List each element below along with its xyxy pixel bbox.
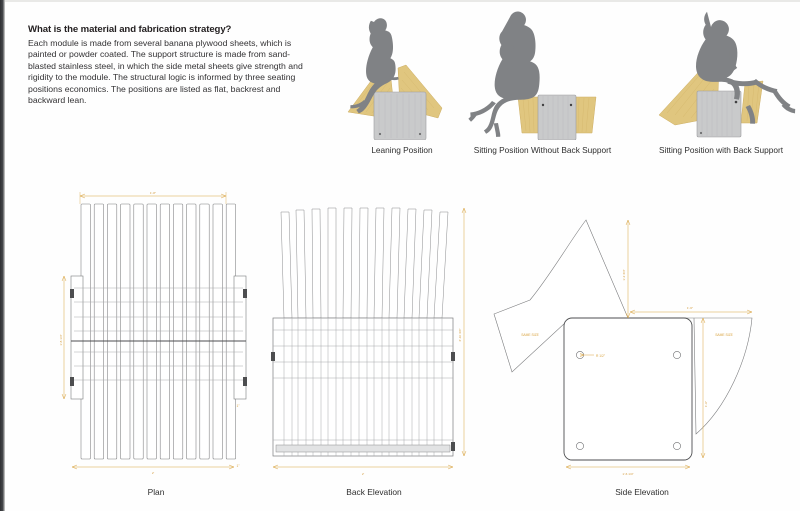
dim-side-vertical-right: 1'-6" xyxy=(704,400,708,408)
back-elevation-frame xyxy=(273,318,453,456)
dim-side-bottom: 1'-6 1/4" xyxy=(622,472,634,476)
drawing-title-plan: Plan xyxy=(147,487,165,497)
back-elevation-base-rail xyxy=(276,445,450,452)
dimension-vertical-top xyxy=(626,220,630,318)
side-metal-plate xyxy=(564,318,692,460)
plywood-wing-right-icon xyxy=(574,97,596,133)
scene-caption-sitting-no-back: Sitting Position Without Back Support xyxy=(473,145,612,155)
dim-plan-left: 1'-8 1/4" xyxy=(59,334,63,346)
drawing-title-side-elevation: Side Elevation xyxy=(615,487,669,497)
plywood-wing-left-icon xyxy=(518,97,540,133)
dim-side-horizontal-top: 1'-6" xyxy=(686,306,694,310)
dim-plan-right-lower: 1" xyxy=(236,464,240,468)
drawing-side-elevation xyxy=(490,190,775,497)
dim-back-bottom: 2' xyxy=(361,472,365,476)
metal-plate-icon xyxy=(374,92,426,140)
sheet-left-edge xyxy=(0,0,5,511)
description-heading: What is the material and fabrication strategy? xyxy=(28,24,232,35)
scene-caption-sitting-with-back: Sitting Position with Back Support xyxy=(658,145,784,155)
dimension-bottom xyxy=(273,465,453,469)
note-same-size-right: SAME SIZE xyxy=(715,333,733,337)
drawing-title-back-elevation: Back Elevation xyxy=(346,487,402,497)
dim-plan-bottom: 2' xyxy=(151,471,155,474)
dim-plan-top: 1'-8" xyxy=(149,191,157,195)
scene-leaning xyxy=(330,8,470,155)
plan-slats xyxy=(81,204,236,459)
metal-plate-icon xyxy=(538,95,576,140)
dimension-horizontal-top xyxy=(630,310,752,314)
note-same-size-left: SAME SIZE xyxy=(521,333,539,337)
dimension-bottom xyxy=(72,465,234,469)
dimension-bottom xyxy=(566,465,690,469)
dim-side-vertical-top: 1'-2 3/4" xyxy=(622,269,626,281)
back-elevation-slats xyxy=(281,208,448,318)
dim-plan-right-upper: 1" xyxy=(236,404,240,408)
scene-sitting-no-back xyxy=(468,5,616,155)
sheet-top-edge xyxy=(0,0,800,2)
dim-side-radius: R 1/2" xyxy=(596,354,606,358)
scene-caption-leaning: Leaning Position xyxy=(371,145,433,155)
dimension-right xyxy=(462,208,466,456)
scene-sitting-with-back xyxy=(645,5,797,155)
drawing-back-elevation xyxy=(268,190,478,497)
drawing-plan xyxy=(58,184,258,497)
description-body: Each module is made from several banana plywood sheets, which is painted or powder coated. The support structure is made from sand-blasted stainless steel, in which the side metal sheets give strength and rigidity to the module. The structural logic is informed by three seating positions economics. The positions are listed as flat, backrest and backward lean. xyxy=(28,38,303,106)
dim-back-right: 2'-10 3/4" xyxy=(458,328,462,342)
description-block xyxy=(28,24,308,106)
